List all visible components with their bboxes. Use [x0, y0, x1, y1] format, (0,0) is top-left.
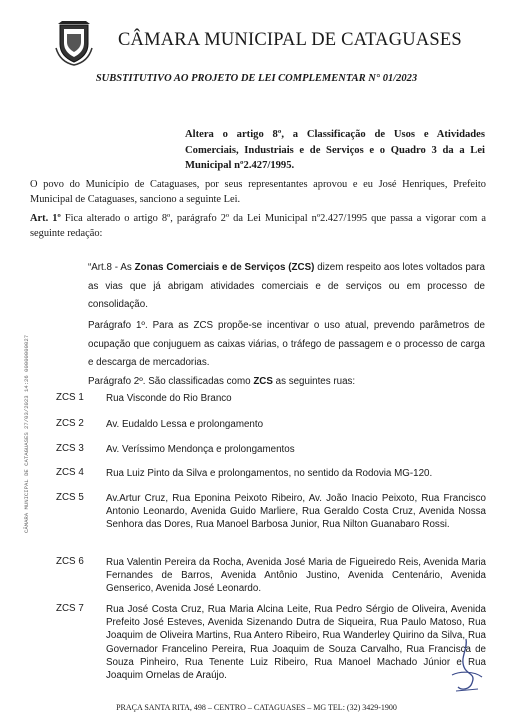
- art8-prefix: “Art.8 - As: [88, 262, 135, 273]
- zone-streets: Rua José Costa Cruz, Rua Maria Alcina Leite, Rua Pedro Sérgio de Oliveira, Avenida Prefeito José Esteves, Avenida Sizenando Dutra de Siqueira, Rua Paulo Matoso, Rua Joaquim de Oliveira Martins, Rua Antero Ribeiro, Rua Wanderley Quirino da Silva, Rua Governador Francelino Pereira, Rua Joaquim de Souza Carvalho, Rua Francisca de Souza Pinheiro, Rua Tenente Luiz Ribeiro, Rua Manoel Machado Júnior e Rua Joaquim Ornelas de Araújo.: [106, 604, 486, 682]
- zone-label: ZCS 5: [56, 492, 84, 503]
- footer-address: PRAÇA SANTA RITA, 498 – CENTRO – CATAGUASES – MG TEL: (32) 3429-1900: [116, 703, 397, 712]
- institution-name: CÂMARA MUNICIPAL DE CATAGUASES: [118, 30, 462, 50]
- art8-zone-term: Zonas Comerciais e de Serviços (ZCS): [134, 262, 315, 273]
- zone-label: ZCS 6: [56, 556, 84, 567]
- paragraph-2-zcs: ZCS: [253, 376, 273, 387]
- zone-label: ZCS 1: [56, 392, 84, 403]
- paragraph-1: Parágrafo 1º. Para as ZCS propõe-se incentivar o uso atual, prevendo parâmetros de ocupação que conjuguem as caixas viárias, o tráfego de passagem e o processo de carga e descarga de mercadorias.: [88, 320, 485, 368]
- zone-streets: Rua Valentin Pereira da Rocha, Avenida José Maria de Figueiredo Reis, Avenida Maria Fernandes de Barros, Avenida Antônio Justino, Avenida Centenário, Avenida Genserico, Avenida José Leonardo.: [106, 557, 486, 595]
- preamble: O povo do Município de Cataguases, por seus representantes aprovou e eu José Henriques, Prefeito Municipal de Cataguases, sanciono a seguinte Lei.: [30, 179, 486, 205]
- protocol-stamp-text: CÂMARA MUNICIPAL DE CATAGUASES 27/03/2023 14:26 00000000027: [23, 334, 30, 533]
- art8-caput: [88, 259, 485, 315]
- article-1: [30, 212, 486, 241]
- zone-streets: Av. Eudaldo Lessa e prolongamento: [106, 419, 264, 430]
- protocol-stamp: [14, 295, 36, 535]
- paragraph-2-rest: as seguintes ruas:: [272, 376, 356, 387]
- paragraph-2: [88, 373, 485, 392]
- document-title: SUBSTITUTIVO AO PROJETO DE LEI COMPLEMENTAR N° 01/2023: [95, 73, 418, 84]
- zone-label: ZCS 7: [56, 603, 84, 614]
- zone-streets: Av. Veríssimo Mendonça e prolongamentos: [106, 444, 295, 455]
- zone-label: ZCS 2: [56, 418, 84, 429]
- coat-of-arms-logo: [52, 18, 96, 66]
- article-1-text: Fica alterado o artigo 8º, parágrafo 2º da Lei Municipal nº2.427/1995 que passa a vigorar com a seguinte redação:: [30, 213, 486, 239]
- zone-streets: Av.Artur Cruz, Rua Eponina Peixoto Ribeiro, Av. João Inacio Peixoto, Rua Francisco Antonio Leonardo, Avenida Guido Marliere, Rua Geraldo Costa Cruz, Avenida Nossa Senhora das Dores, Rua Manoel Barbosa Junior, Rua Nilton Guanabaro Rossi.: [106, 493, 486, 531]
- zone-streets: Rua Visconde do Rio Branco: [106, 393, 232, 404]
- signature-mark: [446, 635, 486, 695]
- zone-streets: Rua Luiz Pinto da Silva e prolongamentos, no sentido da Rodovia MG-120.: [106, 468, 433, 479]
- zone-label: ZCS 4: [56, 467, 84, 478]
- article-1-label: Art. 1º: [30, 213, 61, 224]
- zone-label: ZCS 3: [56, 443, 84, 454]
- art8-rest: dizem respeito aos lotes voltados para as vias que já abrigam atividades comerciais e de serviços ou em processo de consolidação.: [88, 262, 485, 310]
- ementa: Altera o artigo 8º, a Classificação de Usos e Atividades Comerciais, Industriais e de Serviços e o Quadro 3 da a Lei Municipal nº2.427/1995.: [185, 129, 485, 171]
- paragraph-2-prefix: Parágrafo 2º. São classificadas como: [88, 376, 254, 387]
